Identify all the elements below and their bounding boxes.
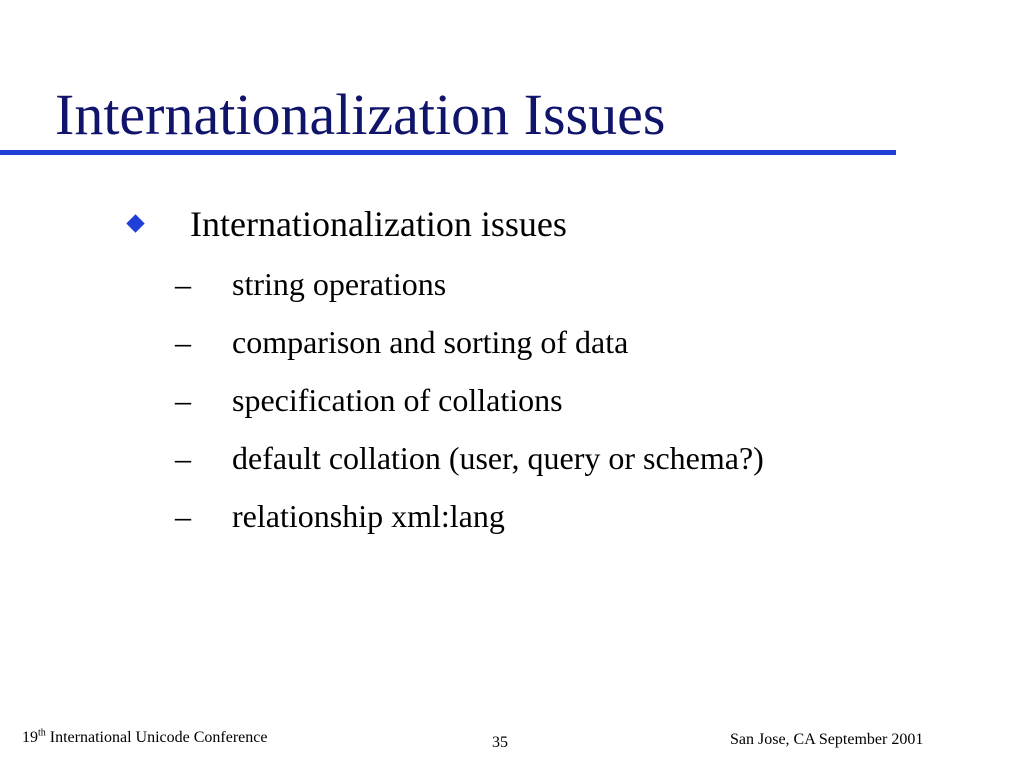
footer-conference [22,728,267,748]
sub-bullet-text: default collation (user, query or schema?) [232,440,764,476]
dash-marker: – [175,324,191,360]
dash-marker: – [175,498,191,534]
sub-bullet-text: specification of collations [232,382,563,418]
slide-title: Internationalization Issues [55,82,666,147]
footer-location-date: San Jose, CA September 2001 [730,731,924,748]
sub-bullet-text: comparison and sorting of data [232,324,629,360]
main-bullet-text: Internationalization issues [190,204,567,244]
footer-conference-name: International Unicode Conference [45,729,268,746]
footer-edition-superscript: th [38,727,46,739]
page-number: 35 [492,734,508,751]
diamond-bullet-icon [126,214,144,232]
dash-marker: – [175,440,191,476]
dash-marker: – [175,382,191,418]
footer-edition-number: 19 [22,729,38,746]
sub-bullet-text: relationship xml:lang [232,498,505,534]
dash-marker: – [175,266,191,302]
sub-bullet-text: string operations [232,266,447,302]
title-underline-rule [0,150,896,155]
